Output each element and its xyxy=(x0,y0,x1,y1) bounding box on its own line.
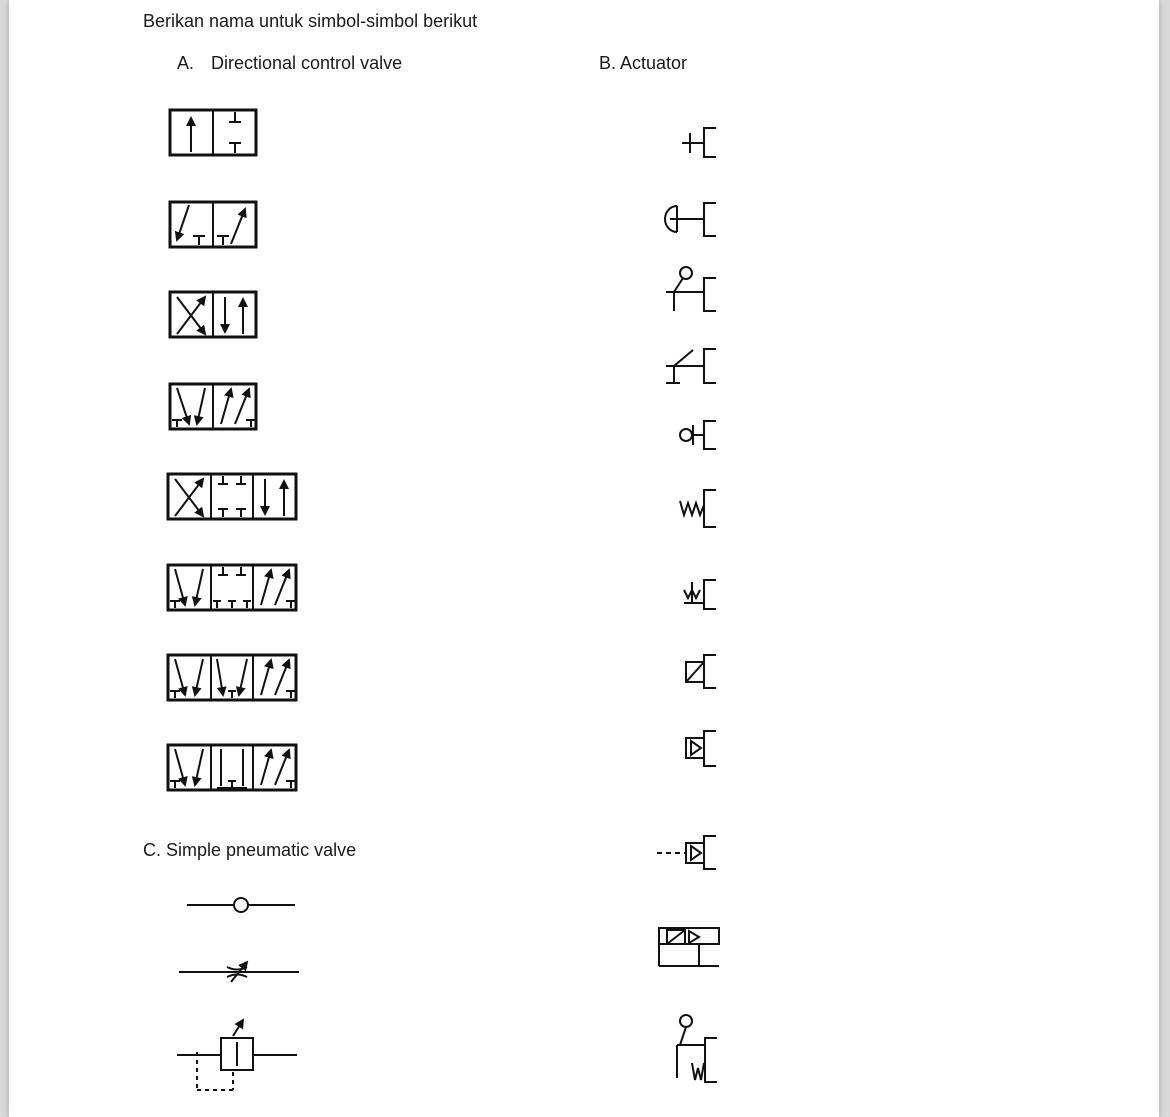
pneumatic-pilot-icon xyxy=(686,731,716,766)
valve-4-3-icon xyxy=(168,474,296,519)
general-manual-actuator-icon xyxy=(682,128,716,157)
valve-5-3-pressure-center-icon xyxy=(168,745,296,790)
pilot-line-icon xyxy=(657,836,716,869)
valve-5-2-icon xyxy=(170,384,256,429)
push-button-icon xyxy=(665,203,716,236)
throttle-valve-icon xyxy=(179,962,299,982)
detent-icon xyxy=(684,580,716,609)
roller-lever-spring-icon xyxy=(677,1015,717,1082)
valve-3-2-icon xyxy=(170,202,256,247)
check-valve-icon xyxy=(187,898,295,912)
solenoid-pilot-icon xyxy=(659,928,719,966)
spring-icon xyxy=(680,490,716,527)
page-title: Berikan nama untuk simbol-simbol berikut xyxy=(143,11,478,31)
valve-2-2-icon xyxy=(170,110,256,155)
symbol-drawings xyxy=(9,0,1159,1117)
section-a-heading: Directional control valve xyxy=(211,53,403,73)
valve-4-2-icon xyxy=(170,292,256,337)
section-c-heading: C. Simple pneumatic valve xyxy=(143,840,357,860)
section-b-heading: B. Actuator xyxy=(599,53,688,73)
pedal-icon xyxy=(666,349,716,383)
lever-icon xyxy=(666,267,716,311)
valve-5-3-exhaust-center-icon xyxy=(168,655,296,700)
valve-5-3-closed-center-icon xyxy=(168,565,296,610)
pressure-regulator-icon xyxy=(177,1020,297,1090)
solenoid-icon xyxy=(686,655,716,688)
section-a-letter: A. xyxy=(177,53,195,73)
document-page xyxy=(9,0,1159,1117)
roller-icon xyxy=(680,421,716,449)
